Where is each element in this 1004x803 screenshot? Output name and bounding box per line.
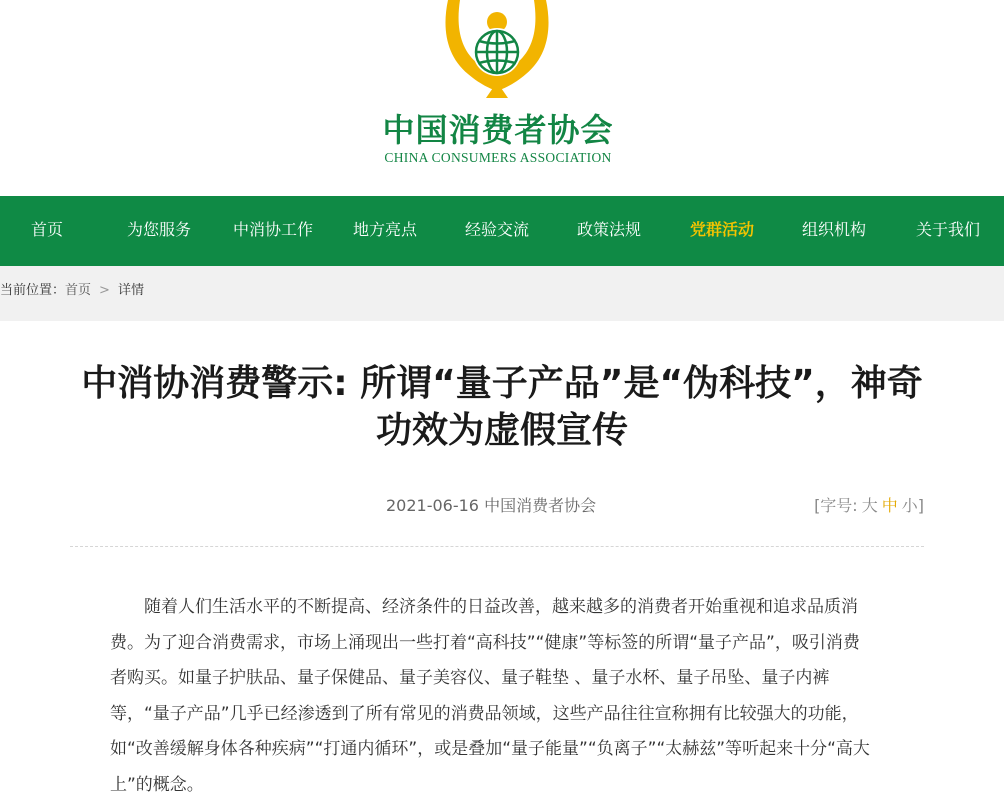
font-size-label: [字号:	[814, 496, 858, 515]
breadcrumb-prefix: 当前位置：	[0, 283, 66, 298]
nav-item-cca-work[interactable]: 中消协工作	[232, 220, 313, 239]
nav-item-party-activities[interactable]: 党群活动	[689, 220, 754, 239]
breadcrumb-separator: >	[99, 283, 110, 298]
font-size-switcher	[814, 494, 924, 518]
logo-title-en: CHINA CONSUMERS ASSOCIATION	[384, 150, 612, 165]
nav-item-organization[interactable]: 组织机构	[801, 220, 866, 239]
article-source: 中国消费者协会	[484, 496, 597, 515]
nav-item-services[interactable]: 为您服务	[126, 220, 191, 239]
article-paragraph: 随着人们生活水平的不断提高、经济条件的日益改善，越来越多的消费者开始重视和追求品质消费。为了迎合消费需求，市场上涌现出一些打着“高科技”“健康”等标签的所谓“量子产品”，吸引消费者购买。如量子护肤品、量子保健品、量子美容仪、量子鞋垫 、量子水杯、量子吊坠、量子内裤等，“量子产品”几乎已经渗透到了所有常见的消费品领域，这些产品往往宣称拥有比较强大的功能，如“改善缓解身体各种疾病”“打通内循环”，或是叠加“量子能量”“负离子”“太赫兹”等听起来十分“高大上”的概念。	[110, 597, 870, 795]
breadcrumb-current: 详情	[117, 283, 144, 298]
article-meta	[386, 494, 596, 518]
font-size-close-bracket: ]	[917, 496, 924, 515]
breadcrumb-home-link[interactable]: 首页	[65, 283, 92, 298]
article-title: 中消协消费警示: 所谓“量子产品”是“伪科技”，神奇功效为虚假宣传	[81, 363, 923, 451]
cca-emblem-icon[interactable]	[434, 0, 560, 98]
nav-item-experience[interactable]: 经验交流	[464, 220, 529, 239]
nav-item-local-highlights[interactable]: 地方亮点	[352, 220, 417, 239]
main-nav	[0, 196, 1004, 266]
meta-divider	[70, 546, 924, 547]
site-header	[0, 0, 1004, 196]
logo-title-cn: 中国消费者协会	[382, 111, 614, 149]
nav-item-home[interactable]: 首页	[30, 220, 63, 239]
breadcrumb	[0, 266, 1004, 321]
font-size-medium-button[interactable]: 中	[881, 496, 898, 515]
nav-item-about[interactable]: 关于我们	[915, 220, 980, 239]
nav-item-policy[interactable]: 政策法规	[576, 220, 641, 239]
article-date: 2021-06-16	[386, 496, 479, 515]
font-size-small-button[interactable]: 小	[901, 496, 918, 515]
font-size-large-button[interactable]: 大	[861, 496, 878, 515]
